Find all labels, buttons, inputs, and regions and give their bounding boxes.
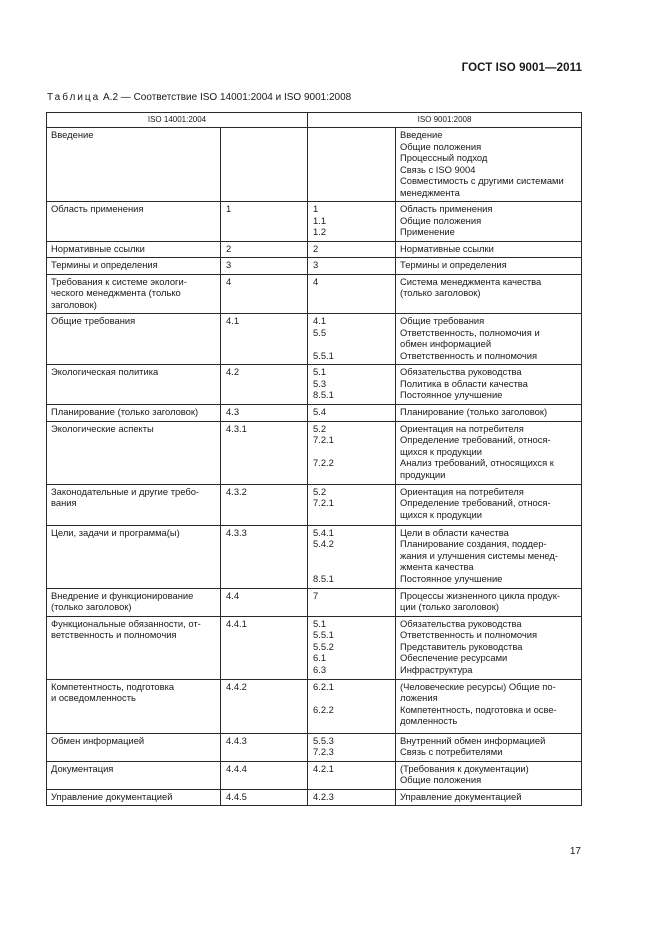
iso9001-clause-cell	[308, 525, 396, 588]
iso14001-title-line: Экологическая политика	[51, 366, 159, 377]
iso9001-clause: 5.3	[313, 377, 327, 389]
iso9001-clause: 5.4	[313, 406, 327, 417]
iso9001-clause: 1.2	[313, 226, 327, 237]
iso14001-title-line: Функциональные обязанности, от-	[51, 617, 201, 629]
table-row	[47, 616, 582, 679]
iso9001-clause: 5.1	[313, 366, 327, 377]
iso14001-title-cell	[47, 679, 221, 733]
iso14001-clause: 4.4.3	[226, 734, 247, 746]
iso9001-clause: 5.4.2	[313, 538, 334, 549]
iso14001-clause: 4.4.1	[226, 617, 247, 629]
iso9001-clause-cell	[308, 733, 396, 761]
iso9001-clause-cell	[308, 588, 396, 616]
iso9001-clause: 5.2	[313, 422, 327, 434]
table-row	[47, 733, 582, 761]
iso9001-clause	[313, 715, 392, 727]
iso14001-title-line: Общие требования	[51, 315, 136, 326]
iso9001-clause	[313, 446, 392, 458]
iso9001-title-line: Планирование создания, поддер-	[400, 538, 547, 549]
iso9001-title-line: Общие положения	[400, 140, 482, 152]
iso9001-title-line: Термины и определения	[400, 259, 507, 270]
table-row	[47, 789, 582, 806]
iso9001-title-line: Введение	[400, 129, 443, 140]
iso14001-clause-cell	[221, 484, 308, 525]
iso9001-title-line: Обязательства руководства	[400, 617, 522, 629]
iso14001-title-line: Планирование (только заголовок)	[51, 406, 199, 417]
iso9001-title-line: Цели в области качества	[400, 526, 509, 538]
iso14001-title-line: Обмен информацией	[51, 734, 145, 746]
iso9001-title-line: Общие положения	[400, 774, 482, 785]
iso9001-clause: 2	[313, 242, 319, 254]
iso9001-clause-cell	[308, 761, 396, 789]
iso9001-clause: 5.5.1	[313, 629, 334, 640]
iso14001-title-line: Цели, задачи и программа(ы)	[51, 526, 180, 538]
iso14001-title-cell	[47, 202, 221, 242]
table-row	[47, 405, 582, 422]
iso9001-title-line: Определение требований, относя-	[400, 497, 551, 508]
iso14001-clause: 4.2	[226, 366, 240, 377]
iso9001-clause: 7	[313, 589, 319, 601]
iso9001-title-line: Обязательства руководства	[400, 366, 522, 377]
iso9001-clause-cell	[308, 789, 396, 806]
iso9001-title-cell	[396, 274, 582, 314]
iso14001-clause-cell	[221, 314, 308, 365]
iso14001-title-cell	[47, 405, 221, 422]
iso9001-title-cell	[396, 789, 582, 806]
iso14001-title-line: ческого менеджмента (только	[51, 287, 181, 298]
iso9001-clause	[313, 469, 392, 481]
iso9001-title-line: (Человеческие ресурсы) Общие по-	[400, 680, 556, 692]
iso9001-title-line: жмента качества	[400, 561, 474, 572]
iso9001-clause: 7.2.3	[313, 746, 334, 757]
iso14001-title-line: и осведомленность	[51, 692, 136, 703]
iso9001-title-line: Ответственность, полномочия и	[400, 326, 540, 338]
table-row	[47, 241, 582, 258]
iso9001-title-line: Ответственность и полномочия	[400, 629, 538, 640]
iso9001-title-cell	[396, 679, 582, 733]
column-header-iso14001: ISO 14001:2004	[47, 113, 308, 128]
iso9001-clause-cell	[308, 421, 396, 484]
iso9001-clause-cell	[308, 679, 396, 733]
iso14001-title-cell	[47, 274, 221, 314]
iso9001-clause: 5.4.1	[313, 526, 334, 538]
iso9001-title-line: Система менеджмента качества	[400, 275, 542, 287]
iso9001-clause: 8.5.1	[313, 389, 334, 400]
table-row	[47, 274, 582, 314]
iso14001-clause: 4.3.3	[226, 526, 247, 538]
iso9001-title-line: Планирование (только заголовок)	[400, 406, 548, 417]
iso9001-title-line: Внутренний обмен информацией	[400, 734, 546, 746]
iso14001-clause-cell	[221, 616, 308, 679]
iso14001-clause-cell	[221, 202, 308, 242]
iso9001-clause: 6.3	[313, 663, 327, 675]
document-standard-header: ГОСТ ISO 9001—2011	[461, 62, 582, 74]
iso14001-clause: 4.4.4	[226, 762, 247, 774]
iso9001-clause: 3	[313, 259, 319, 270]
iso9001-title-line: Нормативные ссылки	[400, 242, 494, 254]
iso14001-title-line: Нормативные ссылки	[51, 242, 145, 254]
iso9001-clause	[313, 152, 392, 164]
iso9001-title-line: Ответственность и полномочия	[400, 349, 538, 361]
iso9001-clause: 8.5.1	[313, 572, 334, 584]
iso14001-title-line: (только заголовок)	[51, 601, 132, 612]
iso14001-title-line: Законодательные и другие требо-	[51, 485, 200, 497]
iso9001-title-line: домленность	[400, 715, 458, 726]
iso14001-title-line: Экологические аспекты	[51, 422, 154, 434]
iso9001-title-line: ложения	[400, 692, 438, 703]
iso9001-title-line: обмен информацией	[400, 338, 492, 349]
table-row	[47, 314, 582, 365]
iso9001-clause-cell	[308, 616, 396, 679]
iso14001-clause: 4.4	[226, 589, 240, 601]
iso14001-clause-cell	[221, 274, 308, 314]
iso14001-clause-cell	[221, 525, 308, 588]
iso9001-clause: 7.2.1	[313, 497, 334, 508]
iso9001-title-cell	[396, 258, 582, 275]
iso14001-title-cell	[47, 761, 221, 789]
iso9001-title-line: продукции	[400, 468, 446, 480]
column-header-iso9001: ISO 9001:2008	[308, 113, 582, 128]
iso9001-clause: 6.1	[313, 652, 327, 663]
iso9001-clause-cell	[308, 274, 396, 314]
iso14001-title-cell	[47, 525, 221, 588]
iso9001-clause	[313, 338, 392, 350]
iso14001-clause: 1	[226, 203, 232, 214]
iso9001-title-line: менеджмента	[400, 186, 460, 198]
iso9001-title-line: Ориентация на потребителя	[400, 485, 524, 497]
iso9001-title-cell	[396, 405, 582, 422]
iso9001-title-cell	[396, 365, 582, 405]
table-row	[47, 128, 582, 202]
table-header-row	[47, 113, 582, 128]
iso9001-title-cell	[396, 733, 582, 761]
iso14001-title-cell	[47, 789, 221, 806]
iso9001-title-cell	[396, 761, 582, 789]
iso9001-title-line: Применение	[400, 226, 455, 237]
iso9001-clause: 6.2.1	[313, 680, 334, 692]
iso9001-title-line: Постоянное улучшение	[400, 572, 503, 584]
iso9001-clause: 7.2.1	[313, 434, 334, 445]
iso9001-title-line: жания и улучшения системы менед-	[400, 549, 559, 561]
iso14001-title-cell	[47, 733, 221, 761]
iso14001-title-cell	[47, 484, 221, 525]
iso9001-clause-cell	[308, 365, 396, 405]
iso14001-title-line: Управление документацией	[51, 790, 173, 802]
iso9001-clause-cell	[308, 128, 396, 202]
iso14001-clause-cell	[221, 761, 308, 789]
table-row	[47, 484, 582, 525]
iso9001-clause: 4.1	[313, 315, 327, 326]
iso14001-clause	[226, 129, 304, 141]
iso9001-clause	[313, 175, 392, 187]
iso9001-clause-cell	[308, 484, 396, 525]
iso9001-title-line: Управление документацией	[400, 790, 522, 802]
iso9001-clause-cell	[308, 202, 396, 242]
iso9001-clause	[313, 774, 392, 786]
iso14001-clause-cell	[221, 679, 308, 733]
iso14001-title-cell	[47, 128, 221, 202]
iso9001-clause: 4.2.3	[313, 790, 334, 802]
iso14001-clause: 4.4.5	[226, 790, 247, 802]
iso14001-title-line: Документация	[51, 762, 114, 774]
iso9001-clause: 5.1	[313, 617, 327, 629]
iso14001-clause-cell	[221, 733, 308, 761]
correspondence-table	[46, 112, 582, 806]
iso9001-title-line: Совместимость с другими системами	[400, 175, 564, 186]
iso9001-title-line: Обеспечение ресурсами	[400, 652, 508, 663]
iso9001-title-cell	[396, 202, 582, 242]
iso14001-clause-cell	[221, 789, 308, 806]
iso14001-title-line: ветственность и полномочия	[51, 629, 177, 640]
iso14001-clause-cell	[221, 128, 308, 202]
iso14001-title-line: Область применения	[51, 203, 144, 214]
iso9001-title-line: Общие требования	[400, 315, 485, 326]
iso9001-title-line: Общие положения	[400, 214, 482, 226]
iso9001-clause-cell	[308, 405, 396, 422]
iso9001-clause	[313, 561, 392, 573]
iso9001-clause: 4	[313, 275, 319, 287]
iso14001-title-cell	[47, 241, 221, 258]
iso9001-title-cell	[396, 588, 582, 616]
iso14001-clause: 2	[226, 242, 232, 254]
iso9001-clause	[313, 550, 392, 562]
iso9001-clause	[313, 187, 392, 199]
iso9001-clause	[313, 509, 392, 521]
table-row	[47, 525, 582, 588]
iso14001-clause-cell	[221, 421, 308, 484]
iso14001-title-cell	[47, 616, 221, 679]
iso9001-clause: 5.5	[313, 326, 327, 338]
iso9001-clause: 4.2.1	[313, 762, 334, 774]
table-caption-label: Таблица	[47, 92, 101, 103]
table-row	[47, 202, 582, 242]
iso9001-clause: 5.5.2	[313, 640, 334, 652]
table-caption	[47, 92, 351, 103]
iso14001-clause-cell	[221, 588, 308, 616]
iso9001-title-line: Анализ требований, относящихся к	[400, 457, 554, 468]
table-body	[47, 128, 582, 806]
iso9001-clause-cell	[308, 314, 396, 365]
iso9001-clause	[313, 164, 392, 176]
iso9001-title-line: Область применения	[400, 203, 493, 214]
iso9001-clause	[313, 129, 392, 141]
iso9001-clause: 5.2	[313, 485, 327, 497]
iso14001-title-line: вания	[51, 497, 77, 508]
iso9001-clause-cell	[308, 258, 396, 275]
iso9001-title-cell	[396, 421, 582, 484]
iso9001-title-line: Определение требований, относя-	[400, 434, 551, 445]
table-row	[47, 258, 582, 275]
iso14001-title-line: Внедрение и функционирование	[51, 589, 194, 601]
iso9001-title-line: ции (только заголовок)	[400, 601, 499, 612]
iso9001-clause	[313, 141, 392, 153]
iso9001-clause	[313, 692, 392, 704]
iso9001-clause: 5.5.1	[313, 349, 334, 361]
iso9001-title-line: Политика в области качества	[400, 377, 528, 389]
iso9001-title-line: щихся к продукции	[400, 445, 483, 457]
iso9001-title-line: Компетентность, подготовка и осве-	[400, 703, 557, 715]
iso14001-title-line: Введение	[51, 129, 94, 140]
iso9001-clause: 1	[313, 203, 319, 214]
iso14001-title-cell	[47, 258, 221, 275]
iso9001-title-line: Инфраструктура	[400, 663, 473, 675]
iso9001-title-cell	[396, 484, 582, 525]
iso9001-title-line: щихся к продукции	[400, 508, 483, 520]
table-caption-text: А.2 — Соответствие ISO 14001:2004 и ISO 9001:2008	[100, 92, 352, 103]
iso14001-clause: 4.3	[226, 406, 240, 417]
iso14001-clause: 4	[226, 275, 232, 287]
iso9001-clause: 1.1	[313, 214, 327, 226]
iso14001-title-cell	[47, 588, 221, 616]
iso9001-title-line: (Требования к документации)	[400, 762, 529, 774]
iso14001-clause: 4.3.1	[226, 422, 247, 434]
iso9001-title-line: Ориентация на потребителя	[400, 422, 524, 434]
iso9001-title-cell	[396, 314, 582, 365]
iso14001-clause: 4.4.2	[226, 680, 247, 692]
iso14001-title-line: Требования к системе экологи-	[51, 275, 187, 287]
iso9001-title-line: Представитель руководства	[400, 640, 523, 652]
iso14001-title-cell	[47, 314, 221, 365]
iso14001-title-line: заголовок)	[51, 298, 97, 310]
iso9001-title-line: Процессный подход	[400, 152, 488, 163]
iso9001-title-cell	[396, 525, 582, 588]
iso9001-title-line: Связь с потребителями	[400, 746, 503, 757]
table-row	[47, 679, 582, 733]
iso14001-clause-cell	[221, 241, 308, 258]
iso14001-clause-cell	[221, 405, 308, 422]
iso9001-title-cell	[396, 616, 582, 679]
table-row	[47, 588, 582, 616]
iso9001-title-cell	[396, 128, 582, 202]
iso9001-title-cell	[396, 241, 582, 258]
iso9001-title-line: Связь с ISO 9004	[400, 163, 476, 175]
iso14001-title-cell	[47, 365, 221, 405]
iso9001-title-line: Процессы жизненного цикла продук-	[400, 589, 560, 601]
iso9001-title-line: (только заголовок)	[400, 287, 481, 298]
iso9001-clause: 7.2.2	[313, 457, 334, 468]
table-row	[47, 421, 582, 484]
iso14001-clause: 4.1	[226, 315, 240, 326]
iso14001-clause-cell	[221, 365, 308, 405]
iso9001-clause: 6.2.2	[313, 703, 334, 715]
iso14001-clause-cell	[221, 258, 308, 275]
iso14001-title-line: Термины и определения	[51, 259, 158, 270]
iso14001-title-cell	[47, 421, 221, 484]
table-row	[47, 365, 582, 405]
iso9001-clause-cell	[308, 241, 396, 258]
iso9001-title-line: Постоянное улучшение	[400, 389, 503, 400]
page-number: 17	[569, 846, 581, 857]
iso14001-clause: 4.3.2	[226, 485, 247, 497]
iso9001-clause: 5.5.3	[313, 734, 334, 746]
table-row	[47, 761, 582, 789]
iso14001-title-line: Компетентность, подготовка	[51, 680, 175, 692]
iso14001-clause: 3	[226, 259, 232, 270]
